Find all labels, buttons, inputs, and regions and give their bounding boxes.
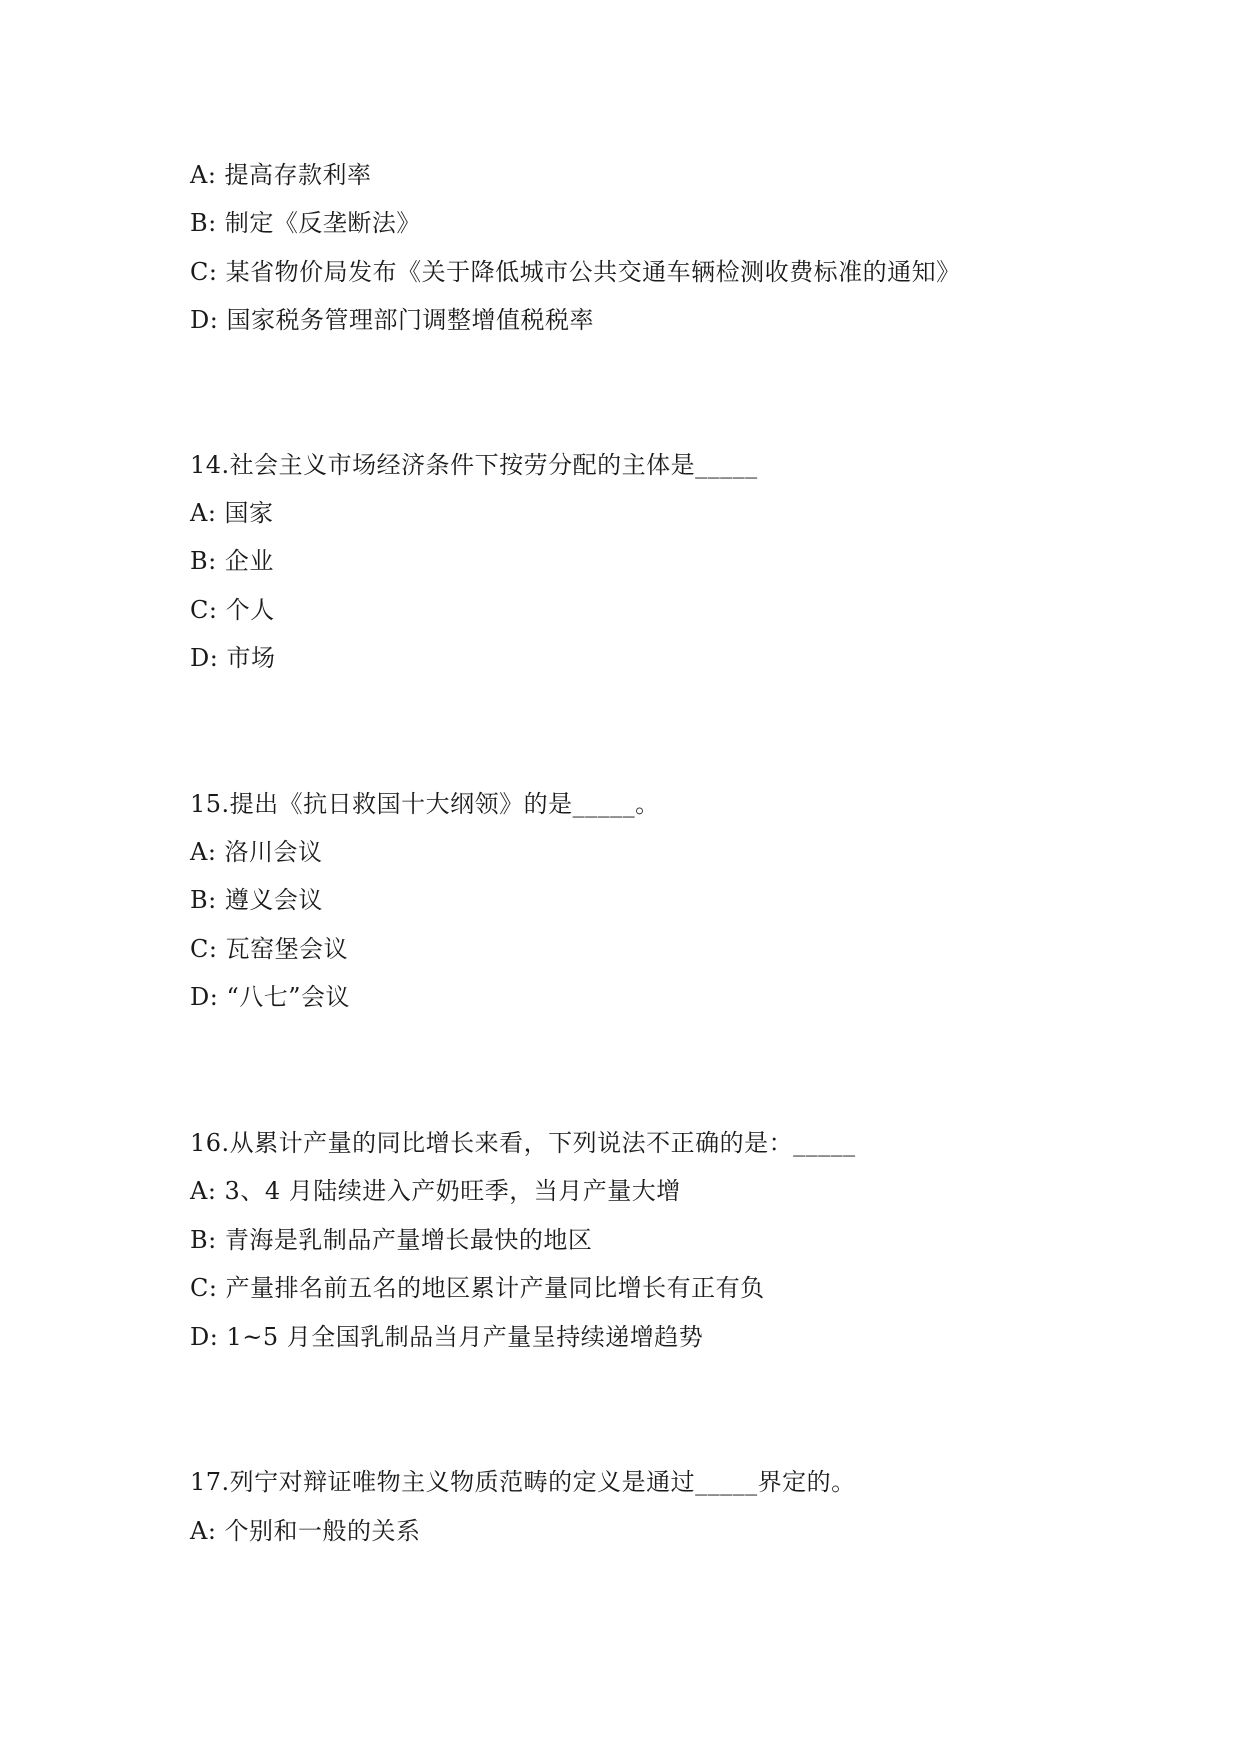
option-d: D: “八七”会议	[190, 983, 350, 1011]
option-a: A: 国家	[190, 499, 274, 527]
option-a: A: 个别和一般的关系	[190, 1517, 421, 1545]
option-a: A: 提高存款利率	[190, 161, 372, 189]
option-b: B: 青海是乳制品产量增长最快的地区	[190, 1226, 593, 1254]
option-c: C: 产量排名前五名的地区累计产量同比增长有正有负	[190, 1274, 765, 1302]
option-c: C: 个人	[190, 596, 275, 624]
question-16-stem: 16.从累计产量的同比增长来看，下列说法不正确的是：_____	[190, 1129, 856, 1157]
question-17-stem: 17.列宁对辩证唯物主义物质范畴的定义是通过_____界定的。	[190, 1468, 856, 1496]
option-d: D: 国家税务管理部门调整增值税税率	[190, 306, 594, 334]
question-14-stem: 14.社会主义市场经济条件下按劳分配的主体是_____	[190, 451, 758, 479]
option-c: C: 瓦窑堡会议	[190, 935, 349, 963]
option-d: D: 1~5 月全国乳制品当月产量呈持续递增趋势	[190, 1323, 704, 1351]
option-d: D: 市场	[190, 644, 276, 672]
option-b: B: 制定《反垄断法》	[190, 209, 421, 237]
option-b: B: 企业	[190, 547, 274, 575]
option-b: B: 遵义会议	[190, 886, 323, 914]
option-a: A: 3、4 月陆续进入产奶旺季，当月产量大增	[190, 1177, 681, 1205]
question-15-stem: 15.提出《抗日救国十大纲领》的是_____。	[190, 790, 660, 818]
option-a: A: 洛川会议	[190, 838, 323, 866]
option-c: C: 某省物价局发布《关于降低城市公共交通车辆检测收费标准的通知》	[190, 258, 961, 286]
